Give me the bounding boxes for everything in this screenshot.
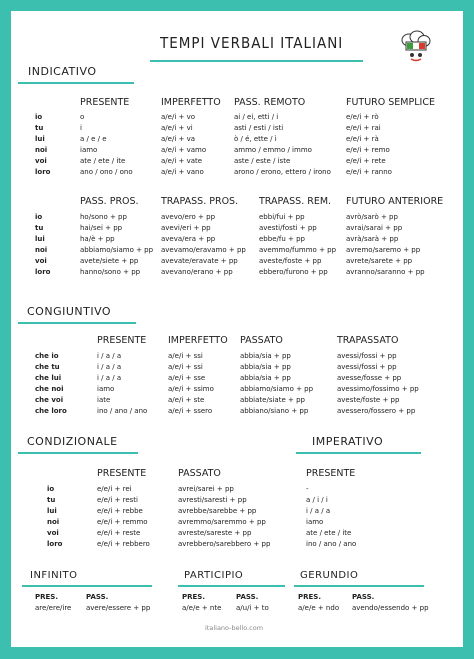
ending-cell: avevate/eravate + pp bbox=[161, 257, 238, 265]
ending-cell: aveva/era + pp bbox=[161, 235, 216, 243]
ind-pass-pros-column bbox=[80, 212, 153, 278]
ending-cell: asti / esti / isti bbox=[234, 124, 284, 132]
ind-pass-pros-header: PASS. PROS. bbox=[80, 196, 139, 207]
ind-trapass-pros-column bbox=[161, 212, 246, 278]
section-participio-label: PARTICIPIO bbox=[184, 570, 244, 581]
ending-cell: hanno/sono + pp bbox=[80, 268, 141, 276]
ending-cell: a/e/i + ssi bbox=[168, 363, 203, 371]
ending-cell: ho/sono + pp bbox=[80, 213, 127, 221]
ending-cell: avrà/sarà + pp bbox=[346, 235, 399, 243]
pronoun: che tu bbox=[35, 363, 60, 371]
gerundio-pass-value: avendo/essendo + pp bbox=[352, 604, 429, 612]
pronoun: tu bbox=[47, 496, 56, 504]
ending-cell: i / a / a bbox=[97, 363, 122, 371]
pronoun: noi bbox=[47, 518, 60, 526]
ending-cell: a / e / e bbox=[80, 135, 107, 143]
ending-cell: i / a / a bbox=[97, 352, 122, 360]
ending-cell: abbia/sia + pp bbox=[240, 374, 291, 382]
pronoun-column bbox=[47, 484, 62, 550]
footer-url: italiano-bello.com bbox=[205, 624, 264, 632]
ending-cell: ammo / emmo / immo bbox=[234, 146, 312, 154]
ending-cell: avremmo/saremmo + pp bbox=[178, 518, 266, 526]
ending-cell: ino / ano / ano bbox=[306, 540, 357, 548]
ending-cell: e/e/i + rai bbox=[346, 124, 381, 132]
pronoun-column bbox=[35, 212, 50, 278]
pronoun: io bbox=[35, 213, 43, 221]
ending-cell: e/e/i + reste bbox=[97, 529, 141, 537]
ending-cell: iamo bbox=[80, 146, 98, 154]
ending-cell: a/e/i + vate bbox=[161, 157, 203, 165]
cong-imperfetto-column bbox=[168, 351, 214, 417]
ending-cell: abbiamo/siamo + pp bbox=[240, 385, 314, 393]
ending-cell: avrebbero/sarebbero + pp bbox=[178, 540, 271, 548]
ending-cell: aveste/foste + pp bbox=[259, 257, 322, 265]
ending-cell: i / a / a bbox=[306, 507, 331, 515]
ending-cell: avranno/saranno + pp bbox=[346, 268, 425, 276]
ending-cell: e/e/i + rete bbox=[346, 157, 386, 165]
ind-presente-header: PRESENTE bbox=[80, 97, 130, 108]
ending-cell: avessimo/fossimo + pp bbox=[337, 385, 419, 393]
ind-trapass-rem-header: TRAPASS. REM. bbox=[259, 196, 332, 207]
ending-cell: i / a / a bbox=[97, 374, 122, 382]
pronoun: che io bbox=[35, 352, 59, 360]
ending-cell: avrò/sarò + pp bbox=[346, 213, 398, 221]
title-underline bbox=[150, 60, 363, 62]
ending-cell: avessero/fossero + pp bbox=[337, 407, 416, 415]
ending-cell: ate / ete / ite bbox=[306, 529, 352, 537]
participio-pres-label: PRES. bbox=[182, 593, 206, 601]
ending-cell: ino / ano / ano bbox=[97, 407, 148, 415]
ind-futuro-anteriore-header: FUTURO ANTERIORE bbox=[346, 196, 444, 207]
cong-imperfetto-header: IMPERFETTO bbox=[168, 335, 228, 346]
ending-cell: abbia/sia + pp bbox=[240, 352, 291, 360]
ending-cell: avrai/sarai + pp bbox=[346, 224, 403, 232]
ending-cell: ha/è + pp bbox=[80, 235, 115, 243]
pronoun: voi bbox=[35, 257, 47, 265]
pronoun: io bbox=[35, 113, 43, 121]
ending-cell: ò / é, ette / ì bbox=[234, 135, 277, 143]
ending-cell: ebbi/fui + pp bbox=[259, 213, 305, 221]
ind-pass-remoto-column bbox=[234, 112, 331, 178]
gerundio-pass-label: PASS. bbox=[352, 593, 375, 601]
ending-cell: avessi/fossi + pp bbox=[337, 352, 397, 360]
ending-cell: a/e/i + ssimo bbox=[168, 385, 214, 393]
ending-cell: e/e/i + rei bbox=[97, 485, 132, 493]
ending-cell: e/e/i + ranno bbox=[346, 168, 392, 176]
section-condizionale-underline bbox=[18, 452, 138, 454]
ending-cell: iate bbox=[97, 396, 111, 404]
ending-cell: abbiate/siate + pp bbox=[240, 396, 305, 404]
ending-cell: aste / este / iste bbox=[234, 157, 291, 165]
pronoun: noi bbox=[35, 146, 48, 154]
pronoun: lui bbox=[35, 235, 45, 243]
pronoun: lui bbox=[47, 507, 57, 515]
pronoun: che loro bbox=[35, 407, 67, 415]
ind-presente-column bbox=[80, 112, 133, 178]
ind-futuro-semplice-header: FUTURO SEMPLICE bbox=[346, 97, 435, 108]
ind-pass-remoto-header: PASS. REMOTO bbox=[234, 97, 306, 108]
ending-cell: avreste/sareste + pp bbox=[178, 529, 252, 537]
cong-passato-column bbox=[240, 351, 313, 417]
ind-trapass-rem-column bbox=[259, 212, 336, 278]
section-imperativo-underline bbox=[296, 452, 421, 454]
ending-cell: e/e/i + remmo bbox=[97, 518, 148, 526]
section-indicativo-underline bbox=[18, 82, 134, 84]
imp-presente-header: PRESENTE bbox=[306, 468, 356, 479]
ending-cell: ebbe/fu + pp bbox=[259, 235, 305, 243]
ending-cell: iamo bbox=[97, 385, 115, 393]
infinito-pass-label: PASS. bbox=[86, 593, 109, 601]
pronoun: che noi bbox=[35, 385, 64, 393]
ending-cell: a/e/i + ssero bbox=[168, 407, 213, 415]
section-congiuntivo-label: CONGIUNTIVO bbox=[27, 305, 112, 318]
ending-cell: abbiamo/siamo + pp bbox=[80, 246, 154, 254]
pronoun: che voi bbox=[35, 396, 64, 404]
pronoun: voi bbox=[47, 529, 59, 537]
ending-cell: a/e/i + va bbox=[161, 135, 196, 143]
page-title: TEMPI VERBALI ITALIANI bbox=[160, 34, 344, 52]
ending-cell: e/e/i + rebbero bbox=[97, 540, 150, 548]
ending-cell: a/e/i + vi bbox=[161, 124, 193, 132]
ending-cell: o bbox=[80, 113, 85, 121]
cong-trapassato-column bbox=[337, 351, 419, 417]
ending-cell: avrete/sarete + pp bbox=[346, 257, 413, 265]
section-participio-underline bbox=[178, 585, 285, 587]
ending-cell: a / i / i bbox=[306, 496, 328, 504]
pronoun: loro bbox=[35, 168, 51, 176]
ending-cell: a/e/i + vo bbox=[161, 113, 195, 121]
cond-presente-column bbox=[97, 484, 150, 550]
ind-trapass-pros-header: TRAPASS. PROS. bbox=[161, 196, 239, 207]
section-gerundio-underline bbox=[294, 585, 424, 587]
ending-cell: ate / ete / ite bbox=[80, 157, 126, 165]
ending-cell: avrei/sarei + pp bbox=[178, 485, 234, 493]
ending-cell: a/e/i + ste bbox=[168, 396, 205, 404]
infinito-pres-label: PRES. bbox=[35, 593, 59, 601]
cong-passato-header: PASSATO bbox=[240, 335, 283, 346]
pronoun: io bbox=[47, 485, 55, 493]
ending-cell: i bbox=[80, 124, 82, 132]
ending-cell: iamo bbox=[306, 518, 324, 526]
participio-pass-value: a/u/i + to bbox=[236, 604, 269, 612]
cong-presente-column bbox=[97, 351, 147, 417]
cong-presente-header: PRESENTE bbox=[97, 335, 147, 346]
section-gerundio-label: GERUNDIO bbox=[300, 570, 359, 581]
ending-cell: a/e/i + ssi bbox=[168, 352, 203, 360]
participio-pass-label: PASS. bbox=[236, 593, 259, 601]
pronoun: loro bbox=[47, 540, 63, 548]
ending-cell: e/e/i + rebbe bbox=[97, 507, 143, 515]
infinito-pres-value: are/ere/ire bbox=[35, 604, 72, 612]
ending-cell: a/e/i + vano bbox=[161, 168, 204, 176]
ending-cell: ebbero/furono + pp bbox=[259, 268, 328, 276]
ind-futuro-anteriore-column bbox=[346, 212, 425, 278]
cond-presente-header: PRESENTE bbox=[97, 468, 147, 479]
pronoun-column bbox=[35, 351, 67, 417]
pronoun: tu bbox=[35, 224, 44, 232]
cond-passato-header: PASSATO bbox=[178, 468, 221, 479]
ending-cell: abbiano/siano + pp bbox=[240, 407, 309, 415]
ind-futuro-semplice-column bbox=[346, 112, 392, 178]
cong-trapassato-header: TRAPASSATO bbox=[337, 335, 399, 346]
pronoun-column bbox=[35, 112, 50, 178]
section-indicativo-label: INDICATIVO bbox=[28, 65, 97, 78]
ending-cell: e/e/i + resti bbox=[97, 496, 138, 504]
section-infinito-label: INFINITO bbox=[30, 570, 78, 581]
ind-imperfetto-header: IMPERFETTO bbox=[161, 97, 221, 108]
ending-cell: avremo/saremo + pp bbox=[346, 246, 421, 254]
ending-cell: avresti/saresti + pp bbox=[178, 496, 247, 504]
ending-cell: a/e/i + sse bbox=[168, 374, 206, 382]
ending-cell: avevamo/eravamo + pp bbox=[161, 246, 246, 254]
pronoun: tu bbox=[35, 124, 44, 132]
section-imperativo-label: IMPERATIVO bbox=[312, 435, 384, 448]
ending-cell: avessi/fossi + pp bbox=[337, 363, 397, 371]
ending-cell: ano / ono / ono bbox=[80, 168, 133, 176]
ending-cell: e/e/i + rò bbox=[346, 113, 379, 121]
pronoun: lui bbox=[35, 135, 45, 143]
ending-cell: ai / ei, etti / i bbox=[234, 113, 279, 121]
ending-cell: avevo/ero + pp bbox=[161, 213, 216, 221]
ending-cell: avrebbe/sarebbe + pp bbox=[178, 507, 257, 515]
ending-cell: avevano/erano + pp bbox=[161, 268, 233, 276]
pronoun: loro bbox=[35, 268, 51, 276]
gerundio-pres-label: PRES. bbox=[298, 593, 322, 601]
ending-cell: avevi/eri + pp bbox=[161, 224, 211, 232]
pronoun: che lui bbox=[35, 374, 62, 382]
section-condizionale-label: CONDIZIONALE bbox=[27, 435, 118, 448]
ending-cell: e/e/i + rà bbox=[346, 135, 379, 143]
ending-cell: e/e/i + remo bbox=[346, 146, 390, 154]
ending-cell: abbia/sia + pp bbox=[240, 363, 291, 371]
pronoun: voi bbox=[35, 157, 47, 165]
ending-cell: arono / erono, ettero / irono bbox=[234, 168, 331, 176]
ending-cell: avesti/fosti + pp bbox=[259, 224, 317, 232]
ind-imperfetto-column bbox=[161, 112, 206, 178]
ending-cell: avete/siete + pp bbox=[80, 257, 139, 265]
gerundio-pres-value: a/e/e + ndo bbox=[298, 604, 340, 612]
participio-pres-value: a/e/e + nte bbox=[182, 604, 222, 612]
ending-cell: aveste/foste + pp bbox=[337, 396, 400, 404]
ending-cell: hai/sei + pp bbox=[80, 224, 123, 232]
infinito-pass-value: avere/essere + pp bbox=[86, 604, 151, 612]
ending-cell: avemmo/fummo + pp bbox=[259, 246, 337, 254]
cond-passato-column bbox=[178, 484, 270, 550]
chef-logo-icon bbox=[397, 28, 433, 64]
ending-cell: - bbox=[306, 485, 309, 493]
section-infinito-underline bbox=[22, 585, 152, 587]
imp-presente-column bbox=[306, 484, 356, 550]
pronoun: noi bbox=[35, 246, 48, 254]
section-congiuntivo-underline bbox=[18, 322, 136, 324]
ending-cell: a/e/i + vamo bbox=[161, 146, 207, 154]
ending-cell: avesse/fosse + pp bbox=[337, 374, 402, 382]
